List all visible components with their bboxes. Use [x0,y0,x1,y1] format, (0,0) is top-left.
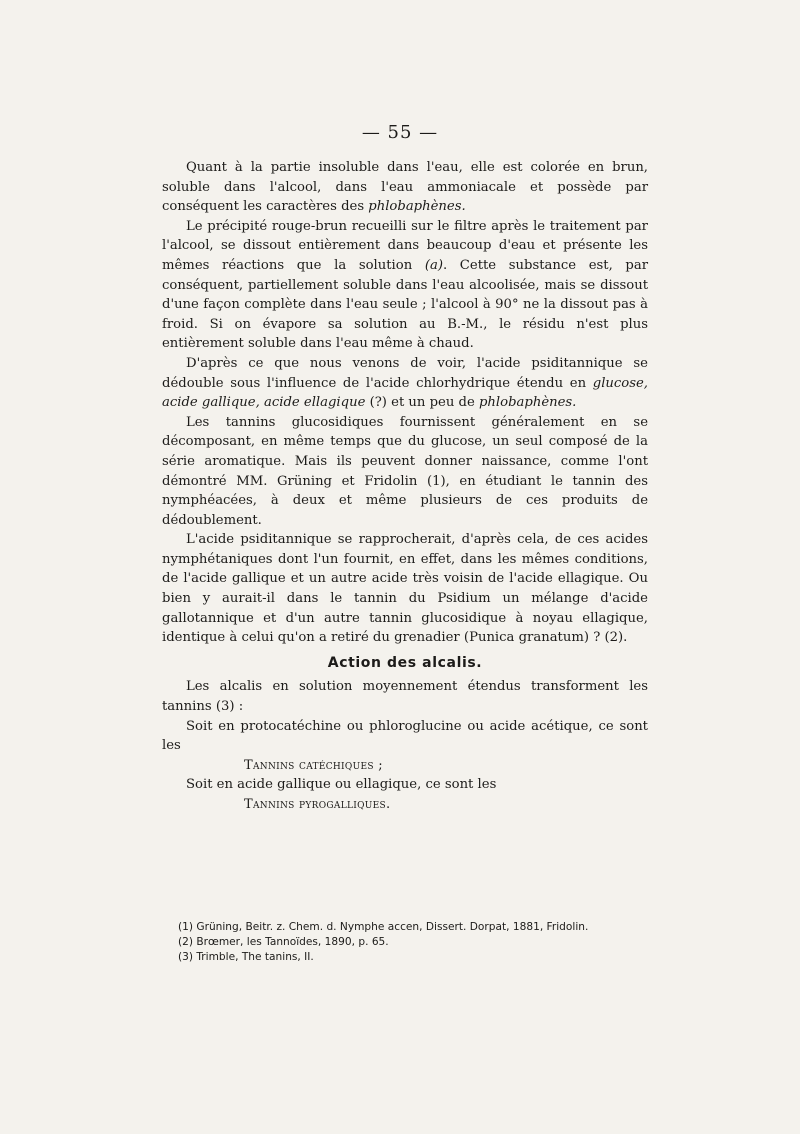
paragraph-precipitate [162,217,648,354]
emphasis-term: phlobaphènes. [478,395,577,411]
class-pyrogallic-tannins: Tannins pyrogalliques. [244,797,391,812]
emphasis-term: phlobaphènes. [368,199,466,215]
paragraph-gallic: Soit en acide gallique ou ellagique, ce sont les [186,777,497,793]
paragraph-text: Quant à la partie insoluble dans l'eau, elle est colorée en brun, soluble dans l'alcool, dans l'eau ammoniacale et possède par conséquent les caractères des [162,160,648,215]
footnote-2: (2) Brœmer, les Tannoïdes, 1890, p. 65. [178,936,389,948]
paragraph-glucosidic-tannins: Les tannins glucosidiques fournissent généralement en se décomposant, en même temps que du glucose, un seul composé de la série aromatique. Mais ils peuvent donner naissance, comme l'ont démontré MM. Grüning et Fridolin (1), en étudiant le tannin des nymphéacées, à deux et même plusieurs de ces produits de dédoublement. [162,414,648,528]
page-number: — 55 — [361,122,439,143]
body-text [162,158,648,815]
paragraph-alkalis: Les alcalis en solution moyennement étendus transforment les tannins (3) : [162,679,648,715]
paragraph-text: Le précipité rouge-brun recueilli sur le filtre après le traitement par l'alcool, se dissout entièrement dans beaucoup d'eau et présente les mêmes réactions que la solution [162,218,648,273]
paragraph-nymphetanic-acids: L'acide psiditannique se rapprocherait, d'après cela, de ces acides nymphétaniques dont l'un fournit, en effet, dans les mêmes conditions, de l'acide gallique et un autre acide très voisin de l'acide ellagique. Ou bien y aurait-il dans le tannin du Psidium un mélange d'acide gallotannique et d'un autre tannin glucosidique à noyau ellagique, identique à celui qu'on a retiré du grenadier (Punica granatum) ? (2). [162,532,648,646]
class-catechic-tannins: Tannins catéchiques ; [244,757,383,773]
paragraph-insoluble-part [162,158,648,217]
paragraph-text: . Cette substance est, par conséquent, partiellement soluble dans l'eau alcoolisée, mais se dissout d'une façon complète dans l'eau seule ; l'alcool à 90° ne la dissout pas à froid. Si on évapore sa solution au B.-M., le résidu n'est plus entièrement soluble dans l'eau même à chaud. [162,257,648,352]
footnotes [178,920,648,965]
emphasis-term: (a) [424,257,443,273]
paragraph-text: (?) et un peu de [365,395,479,411]
paragraph-protocatechine: Soit en protocatéchine ou phloroglucine ou acide acétique, ce sont les [162,718,648,754]
footnote-3: (3) Trimble, The tanins, II. [178,951,314,963]
emphasis-term: glucose, acide gallique, acide ellagique [162,375,648,411]
footnote-1: (1) Grüning, Beitr. z. Chem. d. Nymphe accen, Dissert. Dorpat, 1881, Fridolin. [178,921,589,933]
paragraph-text: D'après ce que nous venons de voir, l'acide psiditannique se dédouble sous l'influence de l'acide chlorhydrique étendu en [162,355,648,391]
paragraph-psiditannic-acid [162,354,648,413]
section-heading: Action des alcalis. [327,654,483,671]
